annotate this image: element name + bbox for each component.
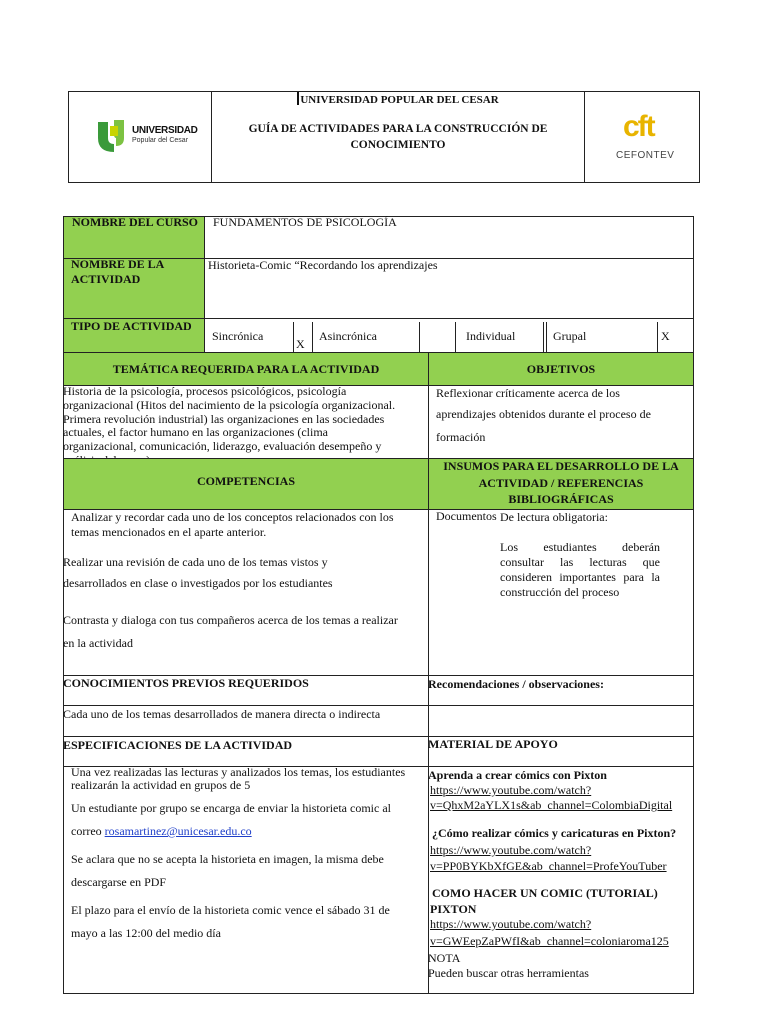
tematica-text: Historia de la psicología, procesos psicológicos, psicología organizacional (Hitos del nacimiento de la psicología organizacional. Primera revolución industrial) las organizaciones en las sociedades actuales, el factor humano en las organizaciones (clima organizacional, comunicación, liderazgo, evaluación desempeño y [63, 384, 396, 454]
especificaciones-p4-line2: mayo a las 12:00 del medio día [71, 926, 221, 940]
material-link-1b[interactable]: v=QhxM2aYLX1s&ab_channel=ColombiaDigital [430, 798, 673, 812]
guide-title-line2: CONOCIMIENTO [350, 139, 446, 151]
competencias-item2-line1: Realizar una revisión de cada uno de los temas vistos y [63, 555, 328, 569]
especificaciones-p3-line1: Se aclara que no se acepta la historieta en imagen, la misma debe [71, 852, 384, 866]
university-logo-sub: Popular del Cesar [132, 137, 189, 144]
type-divider-6 [546, 322, 547, 353]
competencias-item3-line2: en la actividad [63, 636, 133, 650]
activity-label: NOMBRE DE LA ACTIVIDAD [71, 257, 164, 286]
conocimientos-header: CONOCIMIENTOS PREVIOS REQUERIDOS [63, 676, 309, 690]
cefontev-logo-sub: CEFONTEV [616, 150, 675, 161]
material-nota-label: NOTA [428, 951, 461, 965]
course-value: FUNDAMENTOS DE PSICOLOGÍA [213, 215, 397, 229]
especificaciones-p1: Una vez realizadas las lecturas y analizados los temas, los estudiantes realizarán la actividad en grupos de 5 [71, 765, 406, 792]
activity-type-row [204, 318, 694, 353]
especificaciones-p4-line1: El plazo para el envío de la historieta comic vence el sábado 31 de [71, 903, 390, 917]
type-divider-5 [543, 322, 544, 353]
insumos-doc-label: Documentos [436, 509, 497, 523]
competencias-item3-line1: Contrasta y dialoga con tus compañeros acerca de los temas a realizar [63, 613, 398, 627]
competencias-item2-line2: desarrollados en clase o investigados por los estudiantes [63, 576, 333, 590]
material-title-2: ¿Cómo realizar cómics y caricaturas en Pixton? [432, 826, 677, 840]
cefontev-logo [612, 110, 682, 166]
university-logo-icon [94, 116, 130, 154]
especificaciones-p2: Un estudiante por grupo se encarga de enviar la historieta comic al [71, 801, 391, 815]
especificaciones-p2b [71, 824, 252, 839]
material-link-3a[interactable]: https://www.youtube.com/watch? [430, 917, 592, 931]
type-divider-4 [455, 322, 456, 353]
header-divider-right [584, 91, 585, 183]
objetivos-header: OBJETIVOS [526, 362, 596, 376]
material-title-1: Aprenda a crear cómics con Pixton [428, 768, 607, 782]
activity-type-label: TIPO DE ACTIVIDAD [71, 319, 192, 333]
insumos-doc-value: De lectura obligatoria: [500, 510, 608, 524]
cefontev-logo-mark: cft [623, 110, 654, 143]
insumos-header: INSUMOS PARA EL DESARROLLO DE LA ACTIVIDAD / REFERENCIAS BIBLIOGRÁFICAS [443, 459, 679, 506]
guide-title-line1: GUÍA DE ACTIVIDADES PARA LA CONSTRUCCIÓN DE [248, 123, 548, 135]
async-label: Asincrónica [319, 329, 377, 343]
type-divider-3 [419, 322, 420, 353]
course-label: NOMBRE DEL CURSO [72, 215, 199, 229]
sync-label: Sincrónica [212, 329, 264, 343]
type-divider-7 [657, 322, 658, 353]
university-logo [94, 116, 198, 156]
recomendaciones-header: Recomendaciones / observaciones: [428, 677, 604, 691]
material-title-3: COMO HACER UN COMIC (TUTORIAL) PIXTON [430, 886, 658, 916]
especificaciones-p3-line2: descargarse en PDF [71, 875, 167, 889]
material-link-1a[interactable]: https://www.youtube.com/watch? [430, 783, 592, 797]
type-divider-1 [293, 322, 294, 353]
recomendaciones-body-cell [428, 705, 694, 737]
objetivos-line1: Reflexionar críticamente acerca de los [436, 386, 620, 400]
type-divider-2 [312, 322, 313, 353]
material-link-3b[interactable]: v=GWEepZaPWfI&ab_channel=coloniaroma125 [430, 934, 669, 948]
group-label: Grupal [553, 329, 587, 343]
university-name-text: UNIVERSIDAD POPULAR DEL CESAR [300, 94, 499, 106]
email-link[interactable]: rosamartinez@unicesar.edu.co [104, 824, 252, 838]
university-logo-brand: UNIVERSIDAD [132, 125, 198, 136]
material-header: MATERIAL DE APOYO [428, 737, 558, 751]
especificaciones-header: ESPECIFICACIONES DE LA ACTIVIDAD [63, 738, 293, 752]
material-link-2a[interactable]: https://www.youtube.com/watch? [430, 843, 592, 857]
objetivos-line3: formación [436, 430, 486, 444]
activity-value: Historieta-Comic “Recordando los aprendizajes [208, 258, 438, 272]
sync-mark: X [296, 337, 305, 351]
competencias-item1: Analizar y recordar cada uno de los conceptos relacionados con los temas mencionados en el aparte anterior. [71, 510, 394, 539]
conocimientos-text: Cada uno de los temas desarrollados de manera directa o indirecta [63, 707, 381, 721]
individual-label: Individual [466, 329, 516, 343]
material-nota-text: Pueden buscar otras herramientas [428, 966, 589, 980]
objetivos-line2: aprendizajes obtenidos durante el proceso de [436, 407, 651, 421]
university-name [212, 92, 584, 106]
material-link-2b[interactable]: v=PP0BYKbXfGE&ab_channel=ProfeYouTuber [430, 859, 667, 873]
tematica-header: TEMÁTICA REQUERIDA PARA LA ACTIVIDAD [112, 362, 380, 376]
email-prefix: correo [71, 824, 105, 838]
competencias-header: COMPETENCIAS [196, 474, 295, 488]
group-mark: X [661, 329, 670, 343]
insumos-text: Los estudiantes deberán consultar las lecturas que consideren importantes para la construcción del proceso [500, 540, 660, 599]
